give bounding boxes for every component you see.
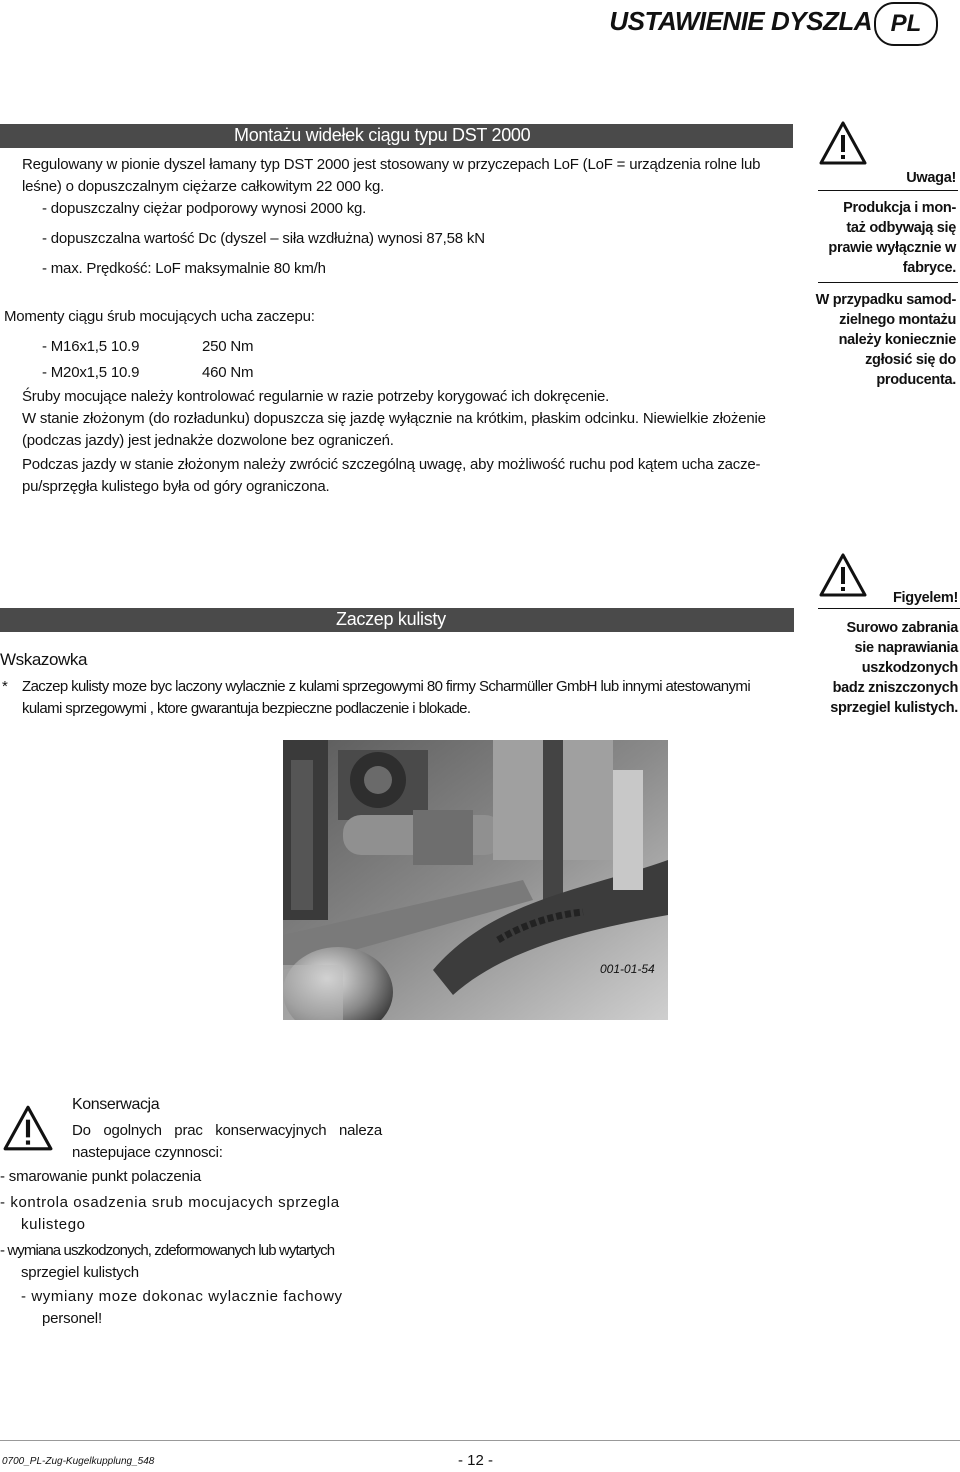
paragraph: [22, 408, 766, 452]
text-line: Zaczep kulisty moze byc laczony wylacznie z kulami sprzegowymi 80 firmy Scharmüller GmbH lub innymi atestowanymi: [22, 678, 751, 695]
paragraph: Śruby mocujące należy kontrolować regularnie w razie potrzeby korygować ich dokręcenie.: [22, 388, 610, 405]
torque-bolt: - M16x1,5 10.9: [42, 338, 140, 355]
list-item: [0, 1166, 380, 1188]
subheading: Wskazowka: [0, 650, 88, 669]
side-line: W przypadku samod-: [815, 292, 956, 308]
footer-doc-code: 0700_PL-Zug-Kugelkupplung_548: [2, 1456, 155, 1467]
torque-value: 250 Nm: [202, 338, 254, 355]
side-line: sie naprawiania: [854, 640, 958, 656]
photo-label: 001-01-54: [600, 962, 655, 976]
text-line: kulami sprzegowymi , ktore gwarantuja bezpieczne podlaczenie i blokade.: [22, 700, 471, 717]
side-line: należy koniecznie: [838, 332, 956, 348]
list-line: personel!: [42, 1310, 102, 1327]
section-heading-bar: [0, 608, 794, 632]
list-line: sprzegiel kulistych: [21, 1264, 139, 1281]
side-note-c: [830, 618, 958, 718]
warning-triangle-icon: [818, 552, 868, 598]
text-line: Do ogolnych prac konserwacyjnych naleza: [72, 1122, 382, 1139]
divider: [818, 608, 960, 609]
maintenance-heading: Konserwacja: [72, 1096, 160, 1113]
text-line: W stanie złożonym (do rozładunku) dopuszcza się jazdę wyłącznie na krótkim, płaskim odcinku. Niewielkie złożenie: [22, 410, 766, 427]
list-item: [0, 1240, 380, 1284]
side-line: producenta.: [876, 372, 956, 388]
side-line: badz zniszczonych: [832, 680, 958, 696]
section-heading-bar: [0, 124, 793, 148]
side-line: fabryce.: [902, 260, 956, 276]
language-badge: PL: [874, 2, 938, 46]
bullet-item: - dopuszczalny ciężar podporowy wynosi 2000 kg.: [42, 200, 367, 217]
footer-rule: [0, 1440, 960, 1441]
maintenance-intro: [72, 1120, 382, 1164]
paragraph: [22, 454, 760, 498]
text-line: pu/sprzęgła kulistego była od góry ograniczona.: [22, 478, 330, 495]
section-heading: Zaczep kulisty: [336, 609, 446, 629]
bullet-item: - max. Prędkość: LoF maksymalnie 80 km/h: [42, 260, 326, 277]
side-line: zielnego montażu: [839, 312, 956, 328]
coupling-photo: [283, 740, 668, 1020]
torque-row: [42, 362, 254, 384]
text-line: (podczas jazdy) jest jednakże dozwolone bez ograniczeń.: [22, 432, 394, 449]
maintenance-list: [0, 1166, 380, 1330]
warning-triangle-icon: [818, 120, 868, 166]
side-note-title: Figyelem!: [893, 590, 958, 606]
side-line: uszkodzonych: [861, 660, 958, 676]
side-line: taż odbywają się: [846, 220, 956, 236]
list-item: [0, 1192, 380, 1236]
side-note-b: [816, 290, 956, 390]
ball-coupling-note: [22, 676, 797, 720]
torque-row: [42, 336, 254, 358]
list-line: kulistego: [21, 1216, 86, 1233]
divider: [818, 190, 958, 191]
side-line: zgłosić się do: [865, 352, 956, 368]
section1-bullets: [42, 198, 485, 280]
list-line: - smarowanie punkt polaczenia: [0, 1168, 201, 1185]
torque-bolt: - M20x1,5 10.9: [42, 364, 140, 381]
page-number: - 12 -: [458, 1452, 494, 1469]
star-marker: *: [2, 678, 8, 695]
text-line: nastepujace czynnosci:: [72, 1144, 223, 1161]
side-line: Produkcja i mon-: [843, 200, 956, 216]
torque-heading: Momenty ciągu śrub mocujących ucha zaczepu:: [4, 308, 315, 325]
text-line: leśne) o dopuszczalnym ciężarze całkowitym 22 000 kg.: [22, 178, 385, 195]
bullet-item: - dopuszczalna wartość Dc (dyszel – siła wzdłużna) wynosi 87,58 kN: [42, 230, 485, 247]
warning-triangle-icon: [2, 1104, 54, 1152]
text-line: Podczas jazdy w stanie złożonym należy zwrócić szczególną uwagę, aby możliwość ruchu pod kątem ucha zacze-: [22, 456, 761, 473]
side-line: Surowo zabrania: [846, 620, 958, 636]
list-line: - wymiana uszkodzonych, zdeformowanych lub wytartych: [0, 1242, 335, 1259]
divider: [818, 282, 958, 283]
torque-value: 460 Nm: [202, 364, 254, 381]
side-note-a: [828, 198, 956, 278]
side-line: prawie wyłącznie w: [828, 240, 956, 256]
side-line: sprzegiel kulistych.: [830, 700, 958, 716]
text-line: Regulowany w pionie dyszel łamany typ DST 2000 jest stosowany w przyczepach LoF (LoF = urządzenia rolne lub: [22, 156, 761, 173]
section-heading: Montażu widełek ciągu typu DST 2000: [234, 125, 531, 145]
side-note-title: Uwaga!: [906, 170, 956, 186]
list-item: [0, 1286, 380, 1330]
list-line: - wymiany moze dokonac wylacznie fachowy: [21, 1288, 343, 1305]
section1-intro: [22, 154, 792, 198]
list-line: - kontrola osadzenia srub mocujacych sprzegla: [0, 1194, 340, 1211]
page-title: USTAWIENIE DYSZLA: [609, 6, 872, 36]
